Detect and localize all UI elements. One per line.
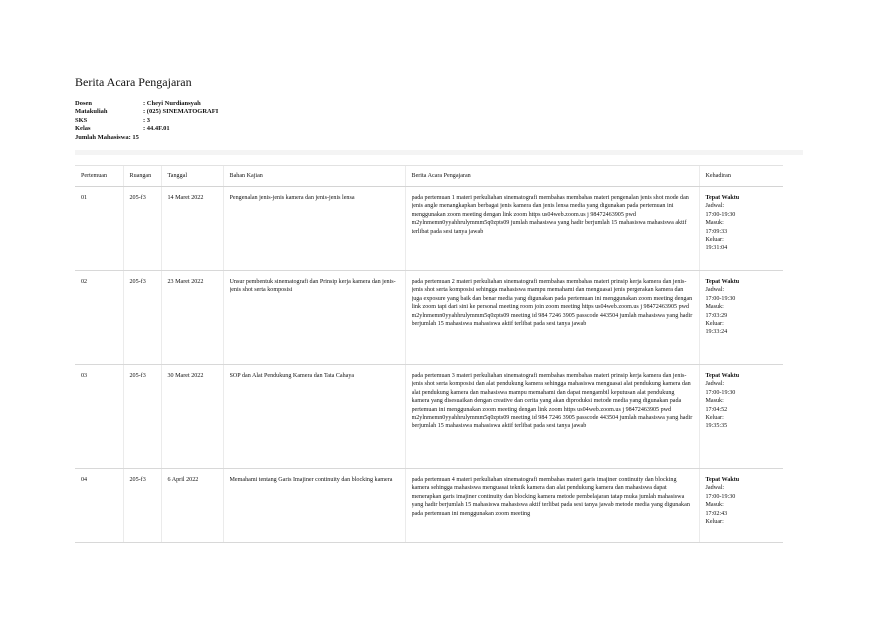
table-row [75, 271, 783, 365]
bahan-text: Memahami tentang Garis Imajiner continuity dan blocking kamera [229, 477, 393, 483]
attendance-status: Tepat Waktu [705, 279, 740, 285]
dosen-row [75, 100, 218, 108]
schedule-value: 17:00-19:30 [705, 493, 736, 500]
sks-value: : 3 [143, 116, 151, 124]
separator [75, 150, 803, 155]
schedule-label: Jadwal: [705, 203, 725, 210]
cell-pertemuan: 04 [75, 469, 123, 543]
header-kehadiran: Kehadiran [699, 166, 783, 187]
checkout-value: 19:31:04 [705, 245, 728, 252]
cell-ruangan: 205-f3 [123, 469, 161, 543]
checkout-label: Keluar: [705, 519, 724, 526]
berita-text: pada pertemuan 4 materi perkuliahan sinematografi membahas materi garis imajiner continuity dan blocking kamera sehingga mahasiswa menguasai teknik kamera dan alat pendukung kamera dan mahasiswa dapat menerapkan garis imajiner continuity dan blocking kamera metode pembelajaran tatap muka jumlah mahasiswa yang hadir berjumlah 15 mahasiswa mahasiswa aktif terlibat pada sesi tanya jawab metode media yang digunakan pada pertemuan ini menggunakan zoom meeting [411, 477, 690, 517]
cell-bahan-kajian [223, 187, 405, 271]
cell-berita-acara [405, 469, 699, 543]
checkin-label: Masuk: [705, 398, 724, 405]
cell-tanggal: 14 Maret 2022 [161, 187, 223, 271]
cell-bahan-kajian [223, 365, 405, 469]
header-ruangan: Ruangan [123, 166, 161, 187]
cell-bahan-kajian [223, 469, 405, 543]
jumlah-value: : 15 [128, 133, 139, 141]
dosen-value: : Cheyi Nurdiansyah [143, 100, 201, 107]
berita-text: pada pertemuan 1 materi perkuliahan sinematografi membahas membahas materi pengenalan jenis shot mode dan jenis angle menangkapkan berbagai jenis kamera dan jenis lensa media yang digunakan pada pertemuan ini menggunakan zoom meeting dengan link zoom https us04web.zoom.us j 98472463905 pwd m2ylnmemn0yyahhrulymmm5q0zpts09 jumlah mahasiswa yang hadir berjumlah 15 mahasiswa mahasiswa aktif terlibat pada sesi tanya jawab [411, 195, 689, 235]
table-row [75, 469, 783, 543]
cell-ruangan: 205-f3 [123, 187, 161, 271]
cell-bahan-kajian [223, 271, 405, 365]
schedule-label: Jadwal: [705, 485, 725, 492]
schedule-label: Jadwal: [705, 381, 725, 388]
checkout-label: Keluar: [705, 321, 724, 328]
kelas-label: Kelas [75, 125, 91, 133]
attendance-status: Tepat Waktu [705, 195, 740, 201]
checkin-label: Masuk: [705, 502, 724, 509]
cell-kehadiran [699, 271, 783, 365]
checkin-value: 17:09:33 [705, 228, 728, 235]
cell-ruangan: 205-f3 [123, 271, 161, 365]
cell-pertemuan: 01 [75, 187, 123, 271]
sks-row [75, 117, 218, 125]
cell-berita-acara [405, 365, 699, 469]
schedule-value: 17:00-19:30 [705, 295, 736, 302]
checkin-label: Masuk: [705, 220, 724, 227]
kelas-row [75, 125, 218, 133]
header-tanggal: Tanggal [161, 166, 223, 187]
header-pertemuan: Pertemuan [75, 166, 123, 187]
kelas-value: : 44.4F.01 [143, 125, 170, 133]
cell-ruangan: 205-f3 [123, 365, 161, 469]
attendance-status: Tepat Waktu [705, 477, 740, 483]
checkin-value: 17:02:43 [705, 510, 728, 517]
cell-berita-acara [405, 271, 699, 365]
checkin-value: 17:03:29 [705, 312, 728, 319]
cell-kehadiran [699, 187, 783, 271]
page-title: Berita Acara Pengajaran [75, 75, 192, 89]
schedule-value: 17:00-19:30 [705, 389, 736, 396]
cell-tanggal: 6 April 2022 [161, 469, 223, 543]
schedule-value: 17:00-19:30 [705, 211, 736, 218]
checkout-value: 19:33:24 [705, 329, 728, 336]
table-row [75, 187, 783, 271]
matkul-row [75, 108, 218, 116]
cell-tanggal: 30 Maret 2022 [161, 365, 223, 469]
attendance-status: Tepat Waktu [705, 373, 740, 379]
table-row [75, 365, 783, 469]
checkout-label: Keluar: [705, 237, 724, 244]
schedule-label: Jadwal: [705, 287, 725, 294]
lecture-info [75, 100, 218, 142]
cell-kehadiran [699, 469, 783, 543]
bahan-text: SOP dan Alat Pendukung Kamera dan Tata Cahaya [229, 373, 355, 379]
cell-tanggal: 23 Maret 2022 [161, 271, 223, 365]
cell-pertemuan: 02 [75, 271, 123, 365]
header-bahan-kajian: Bahan Kajian [223, 166, 405, 187]
dosen-label: Dosen [75, 100, 92, 107]
sks-label: SKS [75, 116, 88, 124]
cell-pertemuan: 03 [75, 365, 123, 469]
checkout-label: Keluar: [705, 415, 724, 422]
teaching-record-table [75, 165, 783, 543]
matkul-value: : (025) SINEMATOGRAFI [143, 108, 219, 116]
bahan-text: Pengenalan jenis-jenis kamera dan jenis-jenis lensa [229, 195, 355, 201]
cell-berita-acara [405, 187, 699, 271]
table-header-row [75, 166, 783, 187]
bahan-text: Unsur pembentuk sinematografi dan Prinsip kerja kamera dan jenis-jenis shot serta komposisi [229, 279, 396, 294]
cell-kehadiran [699, 365, 783, 469]
berita-text: pada pertemuan 3 materi perkuliahan sinematografi membahas membahas materi prinsip kerja kamera dan jenis-jenis shot serta komposisi dan alat pendukung kamera sehingga mahasiswa menguasai alat pendukung kamera dan alat pendukung kamera dan mahasiswa mampu memahami dan dapat mengambil keputusan alat pendukung kamera yang disesuaikan dengan creative dan cerita yang akan diproduksi metode media yang digunakan pada pertemuan ini menggunakan zoom meeting dengan link zoom https us04web.zoom.us j 98472463905 pwd m2ylnmemn0yyahhrulymmm5q0zpts09 meeting id 984 7246 3905 passcode 443504 jumlah mahasiswa yang hadir berjumlah 15 mahasiswa mahasiswa aktif terlibat pada sesi tanya jawab [411, 373, 693, 430]
matkul-label: Matakuliah [75, 108, 108, 116]
header-berita-acara: Berita Acara Pengajaran [405, 166, 699, 187]
checkin-label: Masuk: [705, 304, 724, 311]
berita-text: pada pertemuan 2 materi perkuliahan sinematografi membahas membahas materi prinsip kerja kamera dan jenis-jenis shot serta komposisi sehingga mahasiswa mampu memahami dan menguasai jenis pergerakan kamera dan juga exposure yang baik dan benar media yang digunakan pada pertemuan ini menggunakan zoom meeting dengan link zoom tapi dari sini ke personal meeting room join zoom meeting https us04web.zoom.us j 98472463905 pwd m2ylnmemn0yyahhrulymmm5q0zpts09 meeting id 984 7246 3905 passcode 443504 jumlah mahasiswa yang hadir berjumlah 15 mahasiswa mahasiswa aktif terlibat pada sesi tanya jawab [411, 279, 693, 328]
jumlah-label: Jumlah Mahasiswa [75, 133, 129, 141]
checkout-value: 19:35:35 [705, 423, 728, 430]
checkin-value: 17:04:52 [705, 406, 728, 413]
jumlah-row [75, 134, 218, 142]
